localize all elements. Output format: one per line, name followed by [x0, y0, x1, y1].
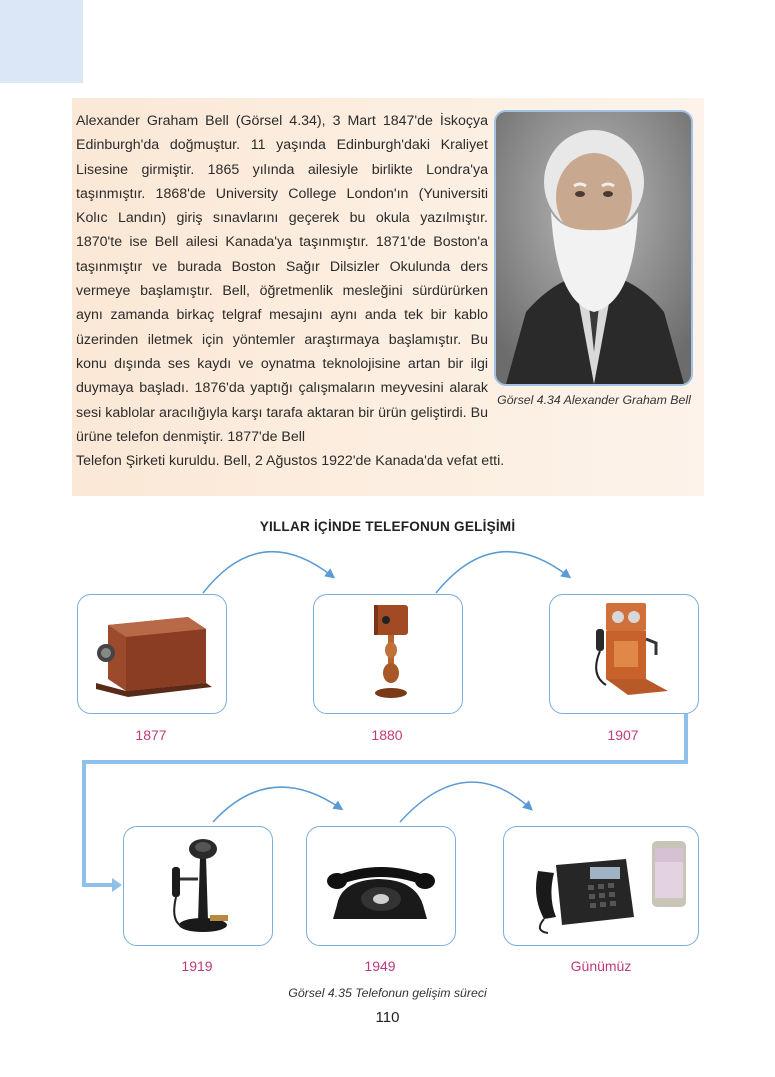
biography-last-line: Telefon Şirketi kuruldu. Bell, 2 Ağustos 1922'de Kanada'da vefat etti.: [76, 453, 505, 470]
biography-text: [76, 109, 505, 473]
corner-tab: [0, 0, 83, 83]
year-1919: 1919: [181, 958, 213, 974]
bell-portrait-photo: [494, 110, 693, 386]
biography-paragraph: Alexander Graham Bell (Görsel 4.34), 3 Mart 1847'de İskoçya Edinburgh'da doğmuştur. 11 yaşında Edinburgh'daki Kraliyet Lisesine girmiştir. 1865 yılında ailesiyle birlikte Londra'ya taşınmıştır. 1868'de University College London'ın (Yuniversiti Kolıc Landın) giriş sınavlarını geçerek bu okula yazılmıştır. 1870'te ise Bell ailesi Kanada'ya taşınmıştır. 1871'de Boston'a taşınmıştır ve burada Boston Sağır Dilsizler Okulunda ders vermeye başlamıştır. Bell, öğretmenlik mesleğini sürdürürken aynı zamanda birkaç telgraf mesajını aynı anda tek bir kablo üzerinden iletmek için yöntemler araştırmaya başlamıştır. Bu konu dışında ses kaydı ve oynatma teknolojisine artan bir ilgi duymaya başladı. 1876'da yaptığı çalışmaların meyvesini alarak sesi kablolar aracılığıyla karşı tarafa aktaran bir ürün geliştirdi. Bu ürüne telefon denmiştir. 1877'de Bell: [76, 113, 488, 445]
desk-phone-and-smartphone-icon: [504, 827, 698, 945]
wall-stand-telephone-icon: [314, 595, 462, 713]
timeline-card-1919: [123, 826, 273, 946]
timeline-title: YILLAR İÇİNDE TELEFONUN GELİŞİMİ: [259, 519, 516, 534]
portrait-caption: Görsel 4.34 Alexander Graham Bell: [497, 393, 691, 407]
timeline-card-1907: [549, 594, 699, 714]
year-gunumuz: Günümüz: [570, 958, 632, 974]
timeline-caption: Görsel 4.35 Telefonun gelişim süreci: [288, 986, 487, 1000]
page-number: 110: [375, 1009, 400, 1026]
year-1877: 1877: [135, 727, 167, 743]
timeline-card-gunumuz: [503, 826, 699, 946]
rotary-telephone-icon: [307, 827, 455, 945]
wooden-box-telephone-icon: [78, 595, 226, 713]
year-1880: 1880: [371, 727, 403, 743]
crank-wall-telephone-icon: [550, 595, 698, 713]
year-1907: 1907: [607, 727, 639, 743]
year-1949: 1949: [364, 958, 396, 974]
timeline-card-1880: [313, 594, 463, 714]
candlestick-telephone-icon: [124, 827, 272, 945]
timeline-card-1949: [306, 826, 456, 946]
timeline-card-1877: [77, 594, 227, 714]
